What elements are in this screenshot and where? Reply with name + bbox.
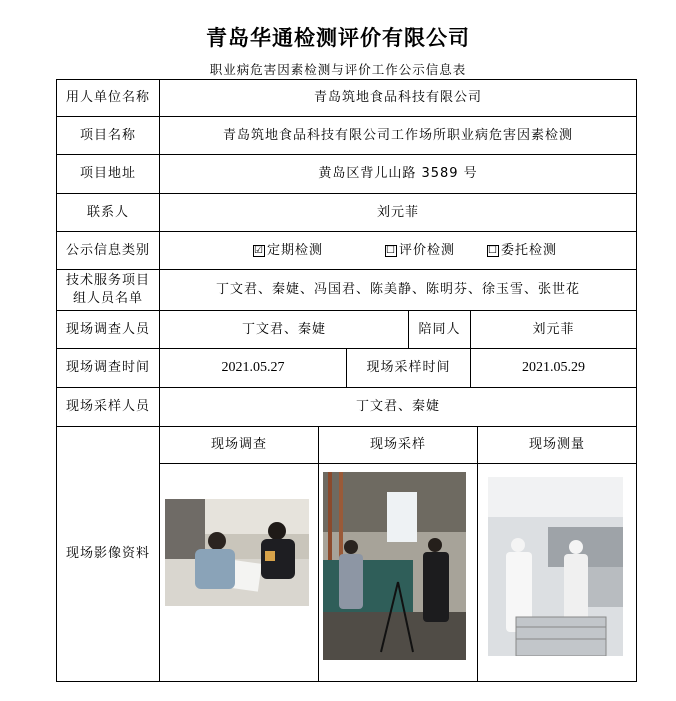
sampling-time-label: 现场采样时间	[366, 360, 451, 375]
escort-value: 刘元菲	[532, 321, 575, 337]
contact-label: 联系人	[86, 204, 129, 220]
image-column-measurement: 现场测量	[528, 437, 585, 452]
sampling-staff-value: 丁文君、秦婕	[355, 399, 440, 414]
sampling-staff-label: 现场采样人员	[65, 399, 150, 414]
team-value: 丁文君、秦婕、冯国君、陈美静、陈明芬、徐玉雪、张世花	[215, 282, 580, 297]
category-option-evaluation[interactable]	[370, 232, 470, 269]
sampling-time-value: 2021.05.29	[522, 360, 585, 375]
contact-value: 刘元菲	[376, 204, 419, 220]
checkbox-icon[interactable]: ☐	[386, 244, 396, 256]
image-column-sampling: 现场采样	[369, 437, 426, 452]
category-option-label: 委托检测	[500, 242, 557, 258]
photo-measurement	[488, 477, 623, 656]
image-column-survey: 现场调查	[210, 437, 267, 452]
project-label: 项目名称	[79, 127, 136, 143]
photo-site-survey	[165, 499, 309, 606]
team-label-line1: 技术服务项目	[65, 273, 150, 288]
address-label: 项目地址	[79, 166, 136, 181]
escort-label: 陪同人	[418, 321, 461, 337]
category-option-label: 定期检测	[266, 242, 323, 258]
checkbox-checked-icon[interactable]: ☑	[254, 244, 264, 256]
survey-time-value: 2021.05.27	[221, 360, 285, 375]
page-subtitle: 职业病危害因素检测与评价工作公示信息表	[209, 62, 467, 77]
photo-sampling	[323, 472, 466, 660]
team-label-line2: 组人员名单	[72, 291, 143, 306]
images-label: 现场影像资料	[65, 546, 150, 561]
checkbox-icon[interactable]: ☐	[488, 244, 498, 256]
category-label: 公示信息类别	[65, 242, 150, 258]
category-option-commissioned[interactable]	[472, 232, 572, 269]
team-label	[57, 270, 159, 310]
address-value: 黄岛区背儿山路 3589 号	[318, 166, 478, 181]
employer-label: 用人单位名称	[65, 90, 150, 105]
category-option-label: 评价检测	[398, 242, 455, 258]
page-title: 青岛华通检测评价有限公司	[206, 25, 470, 50]
category-option-periodic[interactable]	[238, 232, 338, 269]
employer-value: 青岛筑地食品科技有限公司	[313, 90, 482, 105]
survey-staff-label: 现场调查人员	[65, 321, 150, 337]
survey-time-label: 现场调查时间	[65, 360, 150, 375]
survey-staff-value: 丁文君、秦婕	[241, 321, 326, 337]
project-value: 青岛筑地食品科技有限公司工作场所职业病危害因素检测	[222, 127, 573, 143]
